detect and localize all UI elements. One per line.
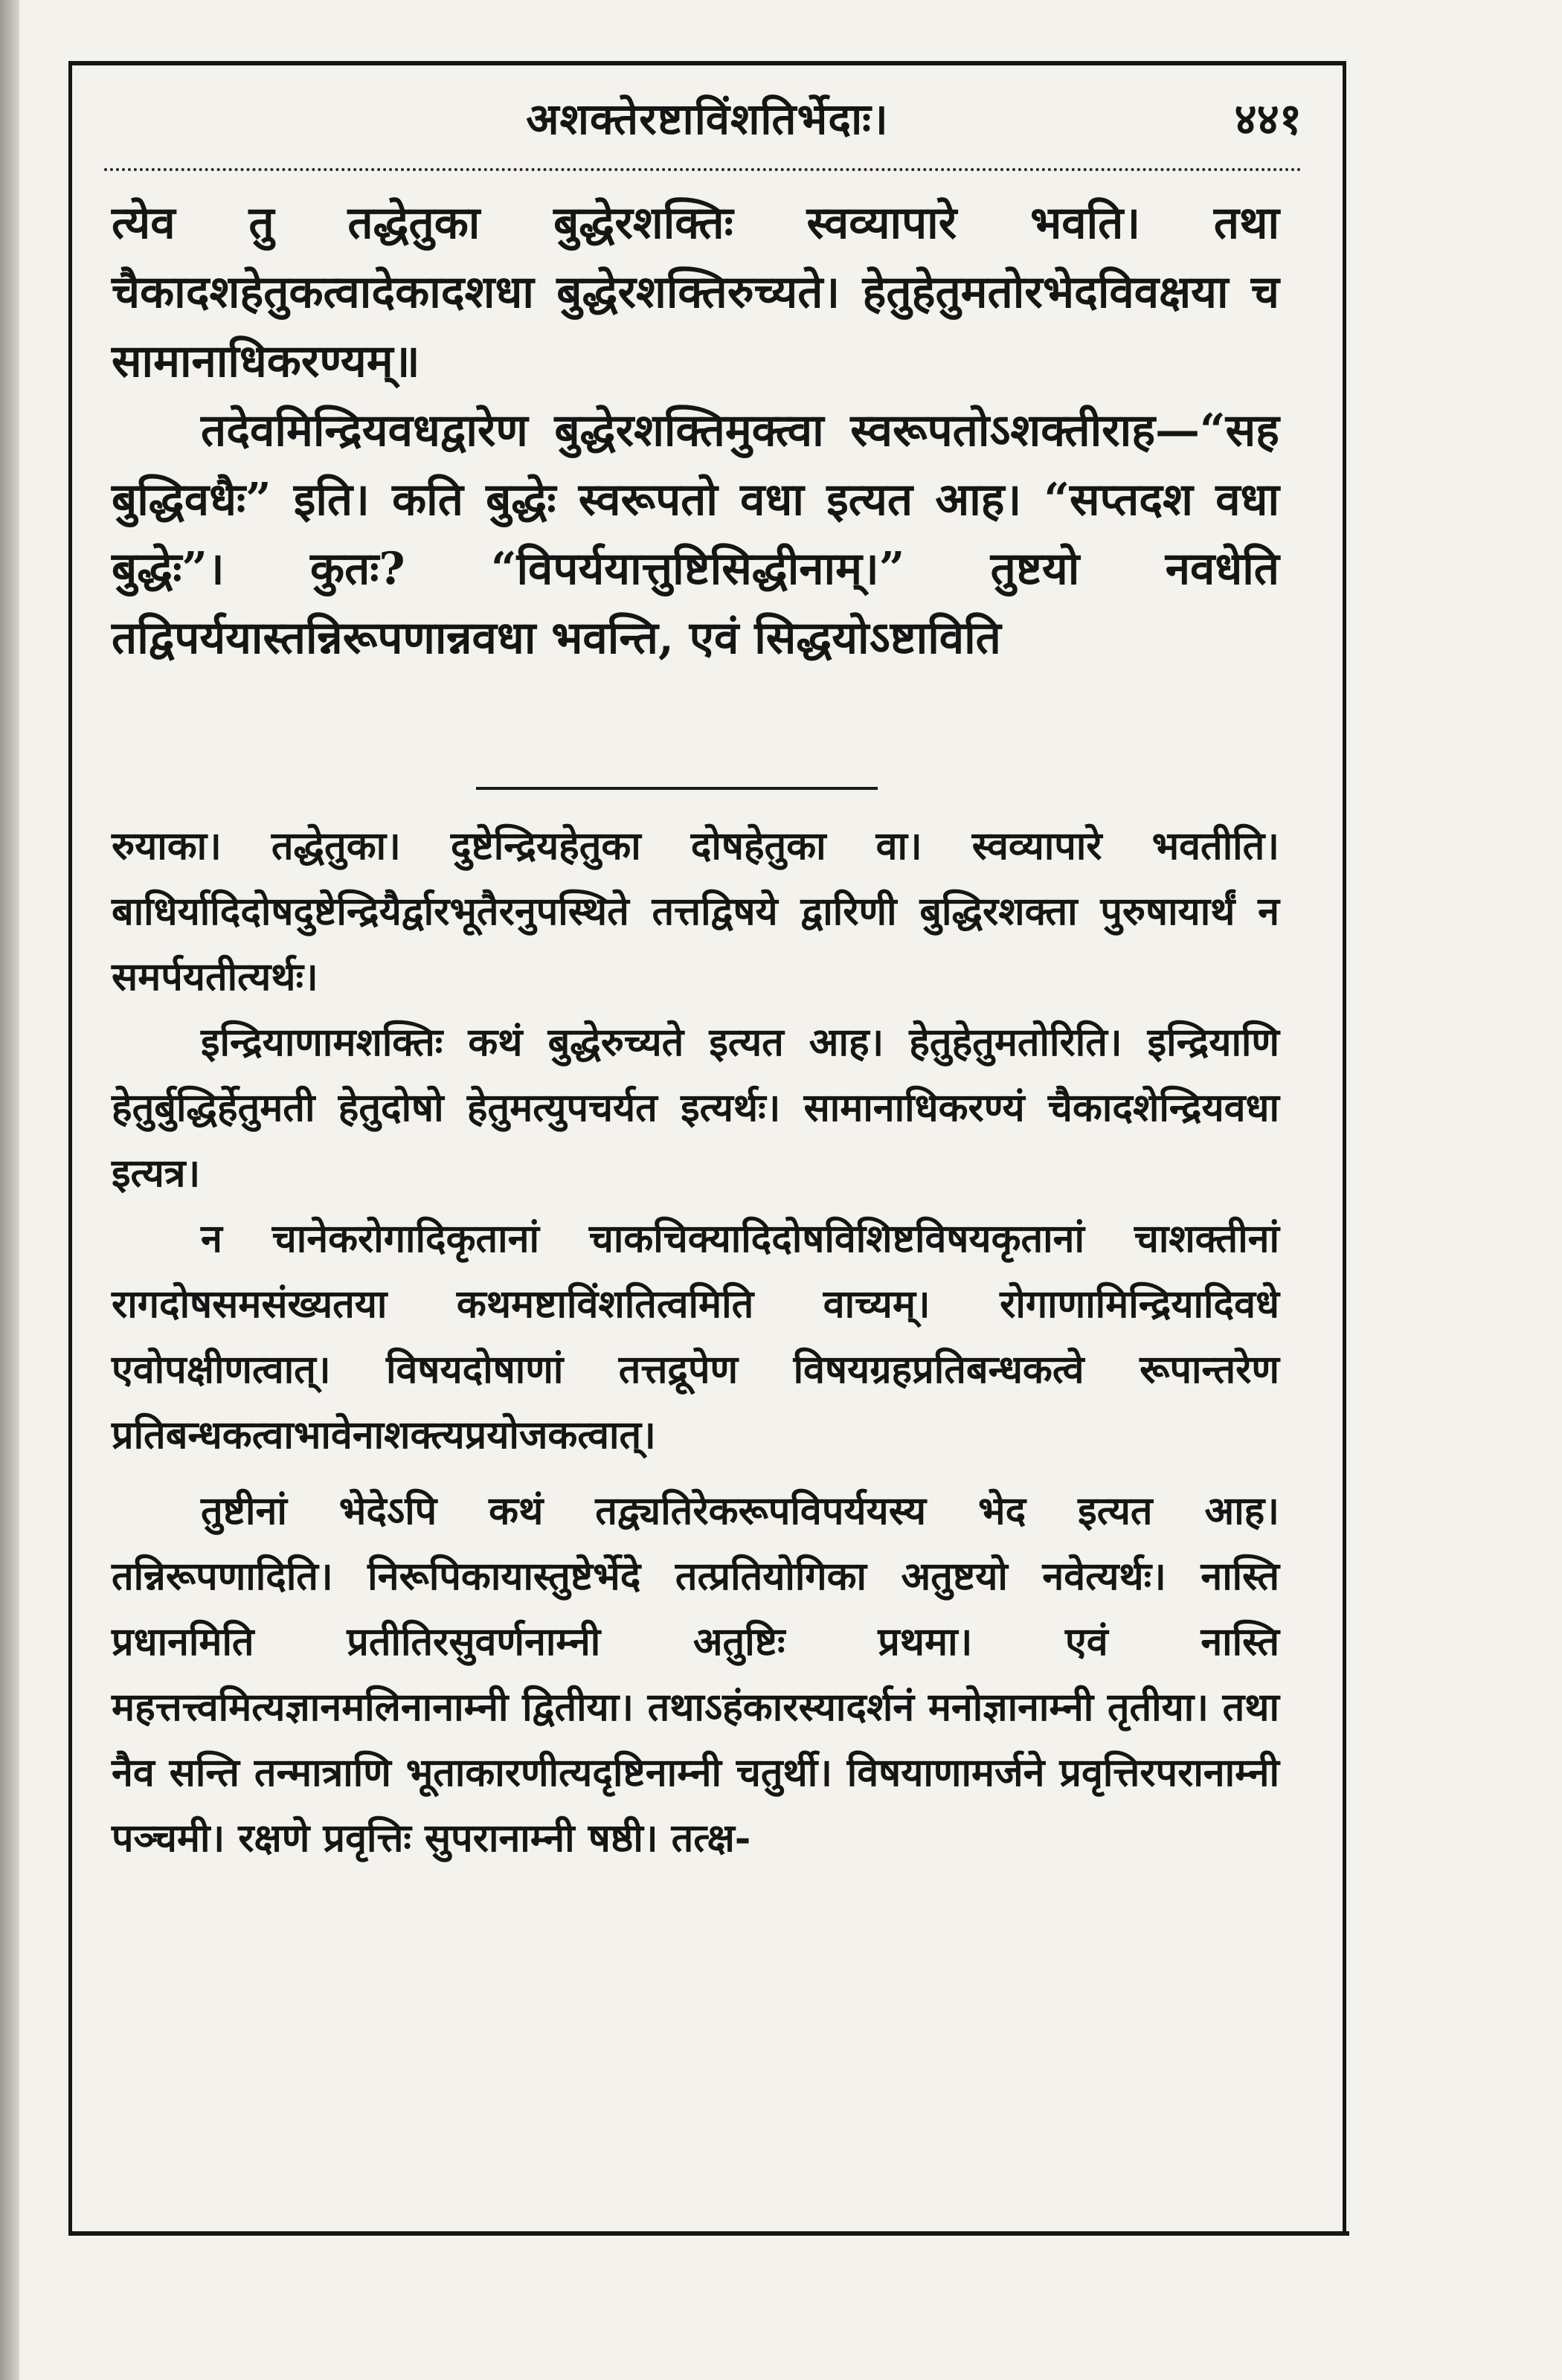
section-divider xyxy=(476,787,878,790)
header-rule xyxy=(104,168,1302,171)
mula-text xyxy=(112,189,1279,673)
tika-paragraph-2: इन्द्रियाणामशक्तिः कथं बुद्धेरुच्यते इत्यत आह। हेतुहेतुमतोरिति। इन्द्रियाणि हेतुर्बुद्धिर्हेतुमती हेतुदोषो हेतुमत्युपचर्यत इत्यर्थः। सामानाधिकरण्यं चैकादशेन्द्रियवधा इत्यत्र। xyxy=(112,1020,1279,1196)
running-head-title: अशक्तेरष्टाविंशतिर्भेदाः। xyxy=(526,94,889,144)
tika-paragraph-1: रुयाका। तद्धेतुका। दुष्टेन्द्रियहेतुका दोषहेतुका वा। स्वव्यापारे भवतीति। बाधिर्यादिदोषदुष्टेन्द्रियैर्द्वारभूतैरनुपस्थिते तत्तद्विषये द्वारिणी बुद्धिरशक्ता पुरुषायार्थं न समर्पयतीत्यर्थः। xyxy=(112,823,1279,1000)
mula-paragraph-2: तदेवमिन्द्रियवधद्वारेण बुद्धेरशक्तिमुक्त्वा स्वरूपतोऽशक्तीराह—“सह बुद्धिवधैः” इति। कति बुद्धेः स्वरूपतो वधा इत्यत आह। “सप्तदश वधा बुद्धेः”। कुतः? “विपर्ययात्तुष्टिसिद्धीनाम्।” तुष्टयो नवधेति तद्विपर्ययास्तन्निरूपणान्नवधा भवन्ति, एवं सिद्धयोऽष्टाविति xyxy=(112,405,1279,664)
scan-shadow xyxy=(0,0,19,2380)
page-number: ४४१ xyxy=(1234,94,1302,144)
mula-paragraph-1: त्येव तु तद्धेतुका बुद्धेरशक्तिः स्वव्यापारे भवति। तथा चैकादशहेतुकत्वादेकादशधा बुद्धेरशक्तिरुच्यते। हेतुहेतुमतोरभेदविवक्षया च सामानाधिकरण्यम्॥ xyxy=(112,197,1279,387)
running-head xyxy=(68,88,1346,162)
tika-text xyxy=(112,814,1279,1871)
tika-paragraph-4: तुष्टीनां भेदेऽपि कथं तद्व्यतिरेकरूपविपर्ययस्य भेद इत्यत आह। तन्निरूपणादिति। निरूपिकायास्तुष्टेर्भेदे तत्प्रतियोगिका अतुष्टयो नवेत्यर्थः। नास्ति प्रधानमिति प्रतीतिरसुवर्णनाम्नी अतुष्टिः प्रथमा। एवं नास्ति महत्तत्त्वमित्यज्ञानमलिनानाम्नी द्वितीया। तथाऽहंकारस्यादर्शनं मनोज्ञानाम्नी तृतीया। तथा नैव सन्ति तन्मात्राणि भूताकारणीत्यदृष्टिनाम्नी चतुर्थी। विषयाणामर्जने प्रवृत्तिरपरानाम्नी पञ्चमी। रक्षणे प्रवृत्तिः सुपरानाम्नी षष्ठी। तत्क्ष- xyxy=(112,1488,1279,1861)
tika-paragraph-3: न चानेकरोगादिकृतानां चाकचिक्यादिदोषविशिष्टविषयकृतानां चाशक्तीनां रागदोषसमसंख्यतया कथमष्टाविंशतित्वमिति वाच्यम्। रोगाणामिन्द्रियादिवधे एवोपक्षीणत्वात्। विषयदोषाणां तत्तद्रूपेण विषयग्रहप्रतिबन्धकत्वे रूपान्तरेण प्रतिबन्धकत्वाभावेनाशक्त्यप्रयोजकत्वात्। xyxy=(112,1216,1279,1458)
bottom-rule xyxy=(68,2231,1349,2236)
